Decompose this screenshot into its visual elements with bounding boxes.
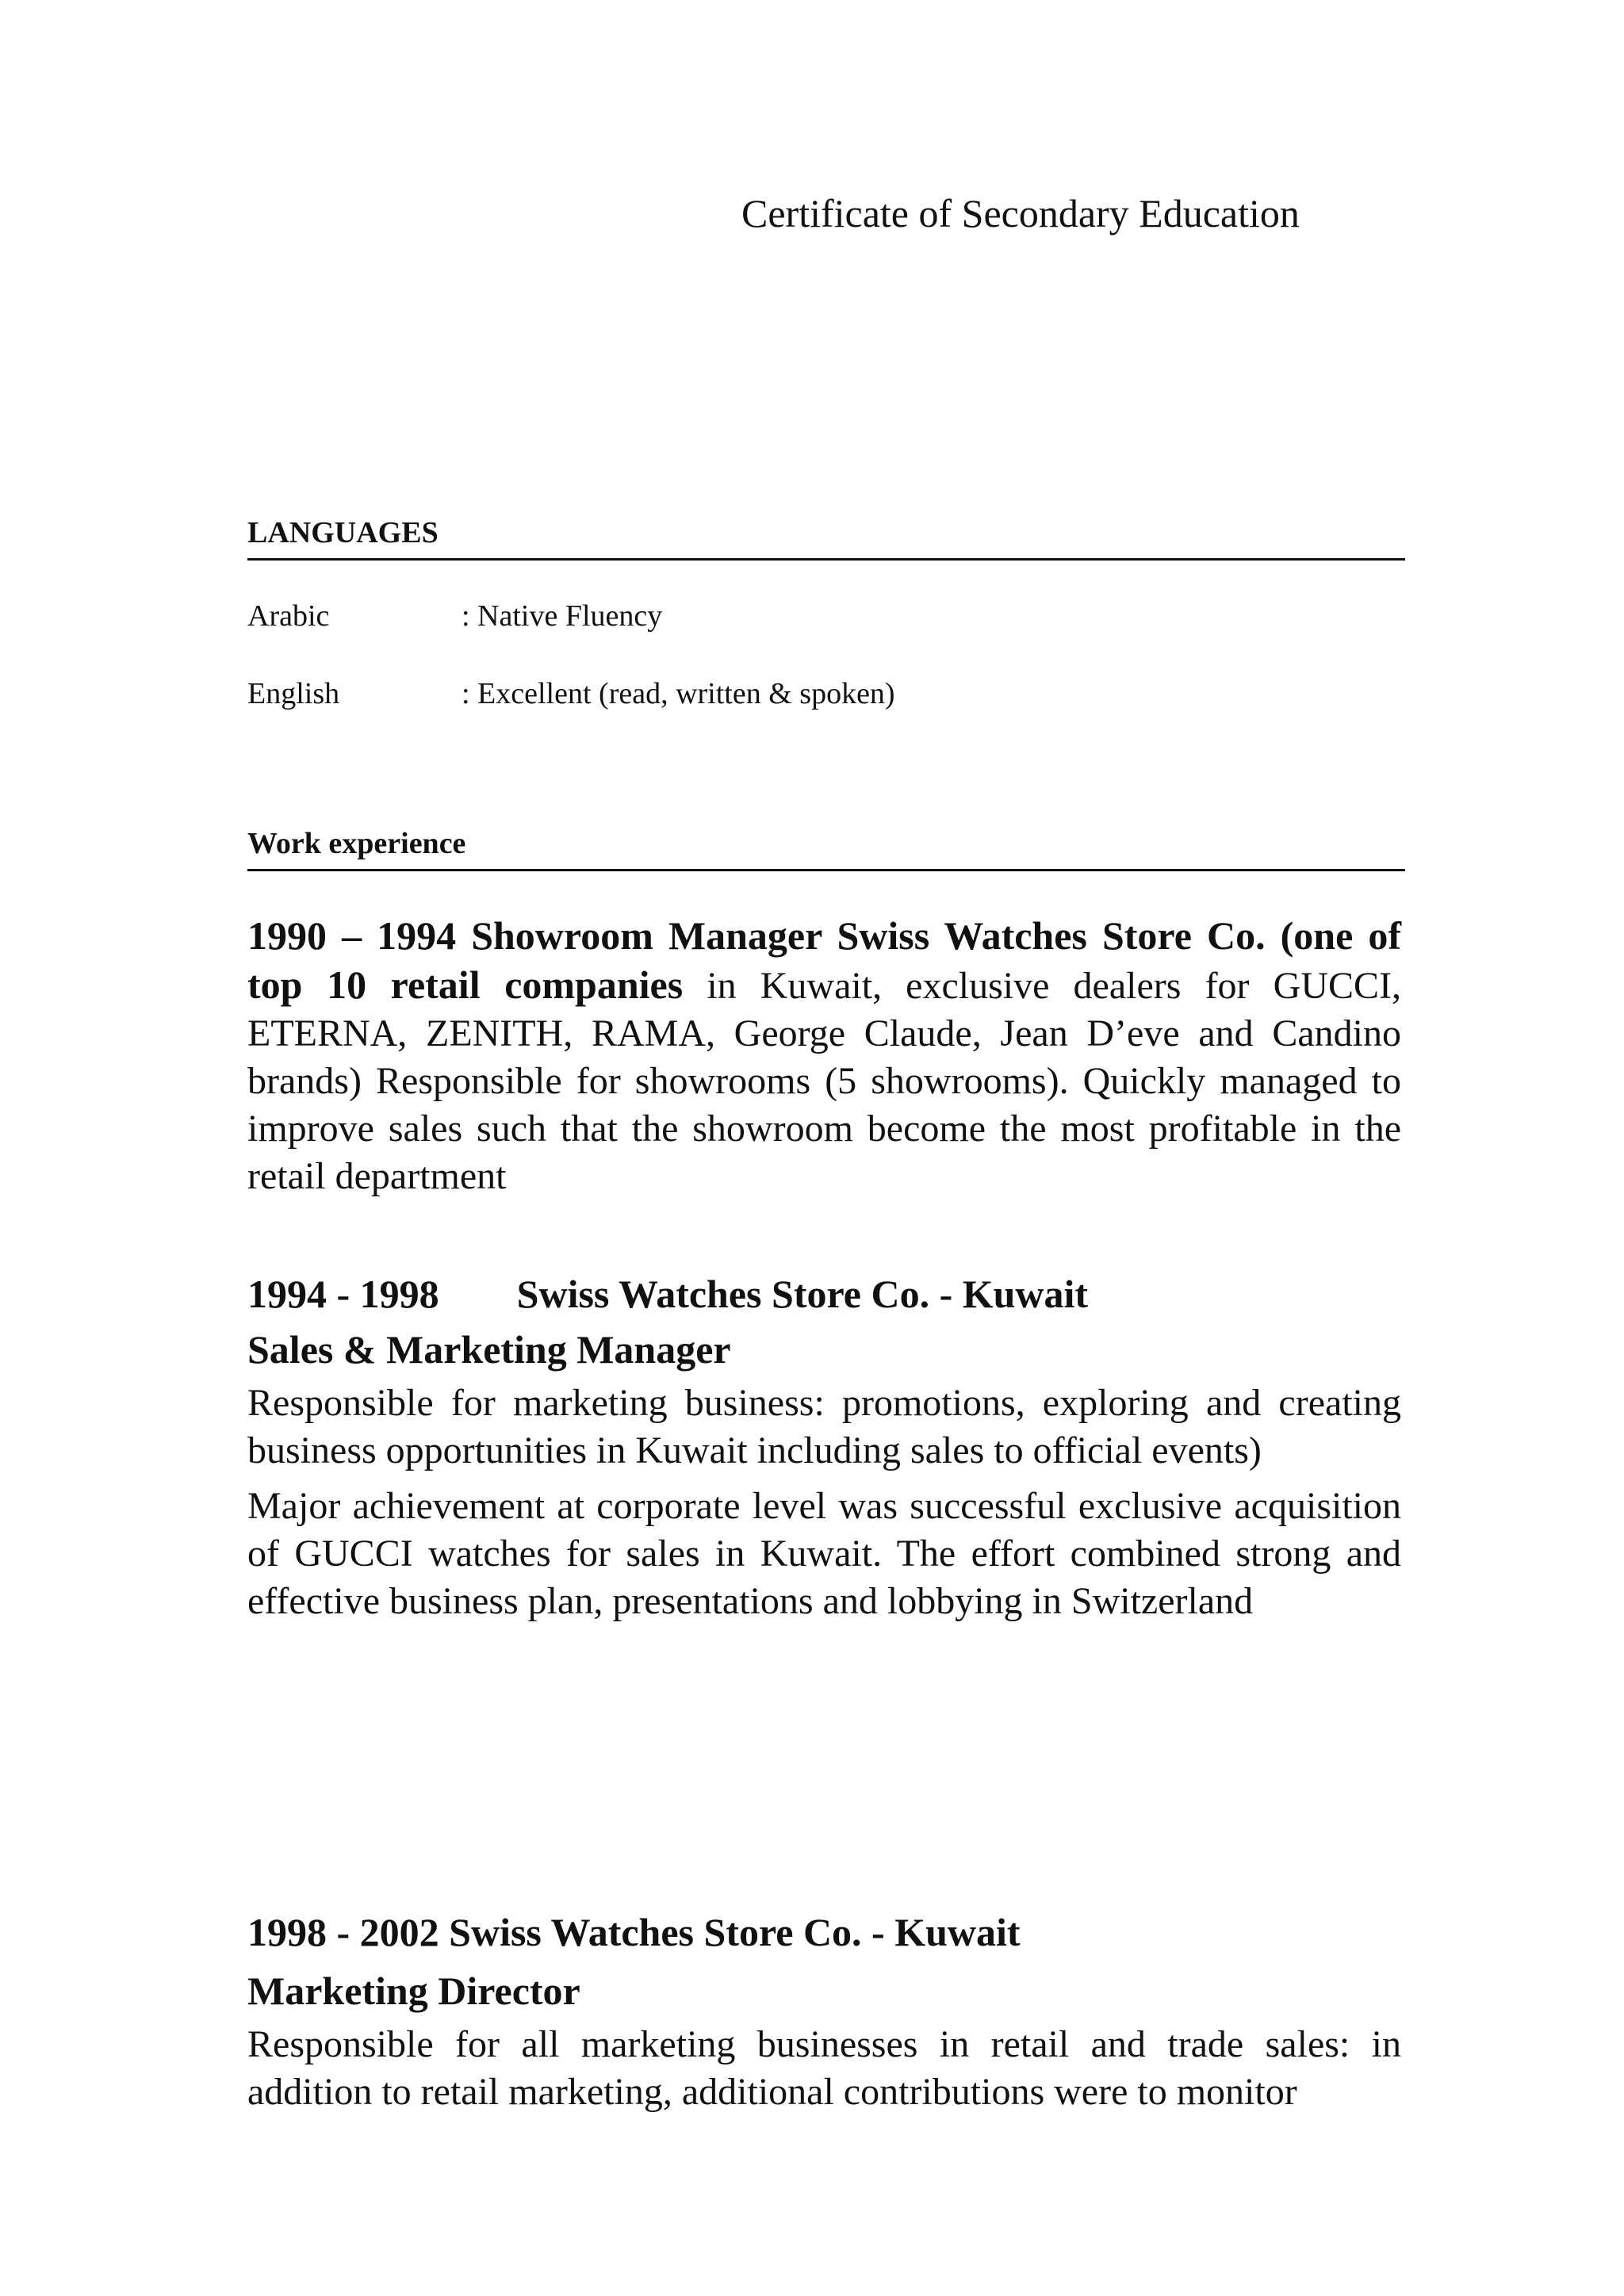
job-1998-2002-para-1: Responsible for all marketing businesses in retail and trade sales: in addition to retail marketing, additional contributions were to monitor	[247, 2023, 1401, 2113]
work-experience-heading: Work experience	[247, 826, 1405, 871]
job-1994-1998-title: Sales & Marketing Manager	[247, 1327, 731, 1372]
job-1994-1998-company: Swiss Watches Store Co. - Kuwait	[516, 1272, 1089, 1316]
language-level: : Excellent (read, written & spoken)	[462, 677, 895, 710]
job-1994-1998-para-1: Responsible for marketing business: promotions, exploring and creating business opportunities in Kuwait including sales to official events)	[247, 1382, 1401, 1471]
job-1994-1998-heading	[247, 1269, 1401, 1319]
job-1990-1994-description	[247, 912, 1401, 1200]
language-name: Arabic	[247, 599, 330, 633]
languages-heading: LANGUAGES	[247, 515, 1405, 561]
job-1998-2002-title: Marketing Director	[247, 1969, 580, 2013]
job-1990-1994-text: in Kuwait, exclusive dealers for GUCCI, ETERNA, ZENITH, RAMA, George Claude, Jean D’eve and Candino brands) Responsible for showrooms (5 showrooms). Quickly managed to improve sales such that the showroom become the most profitable in the retail department	[247, 965, 1401, 1197]
job-1998-2002	[247, 1907, 1401, 2116]
job-1994-1998	[247, 1269, 1401, 1625]
job-1990-1994-title: 1990 – 1994 Showroom Manager Swiss Watches Store Co. (one of top 10 retail companies	[247, 913, 1401, 1007]
job-1990-1994	[247, 912, 1401, 1200]
job-1994-1998-years: 1994 - 1998	[247, 1272, 439, 1316]
language-level: : Native Fluency	[462, 599, 663, 633]
language-name: English	[247, 677, 340, 710]
language-row-english	[247, 676, 895, 711]
certificate-line: Certificate of Secondary Education	[741, 191, 1300, 235]
job-1998-2002-heading: 1998 - 2002 Swiss Watches Store Co. - Kuwait	[247, 1910, 1021, 1954]
language-row-arabic	[247, 599, 662, 633]
job-1994-1998-para-2: Major achievement at corporate level was successful exclusive acquisition of GUCCI watches for sales in Kuwait. The effort combined strong and effective business plan, presentations and lobbying in Switzerland	[247, 1485, 1401, 1622]
